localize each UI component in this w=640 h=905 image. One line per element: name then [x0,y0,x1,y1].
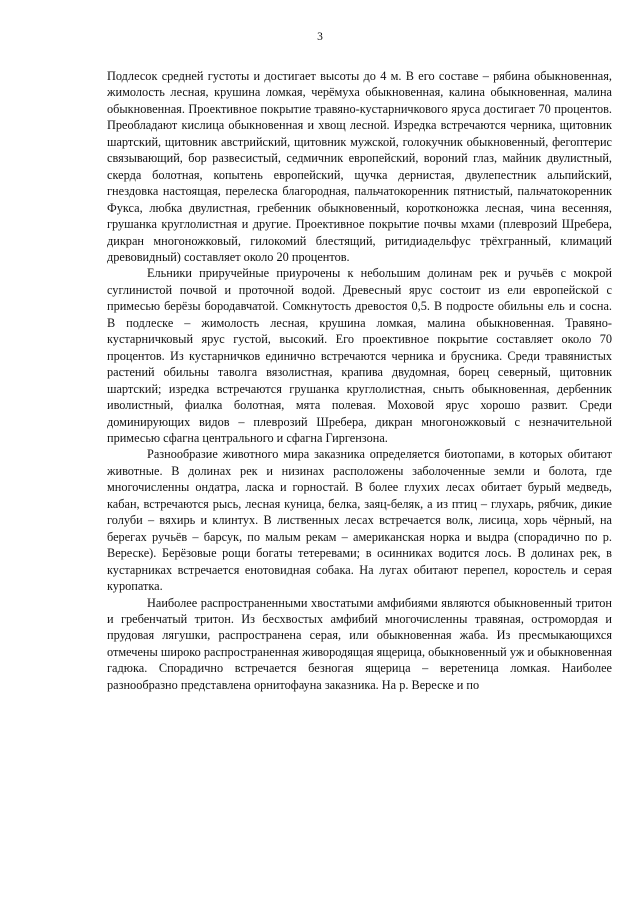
paragraph-undergrowth: Подлесок средней густоты и достигает высоты до 4 м. В его составе – рябина обыкновенная, жимолость лесная, крушина ломкая, черёмуха обыкновенная, калина обыкновенная, малина обыкновенная. Проективное покрытие травяно-кустарничкового яруса достигает 70 процентов. Преобладают кислица обыкновенная и хвощ лесной. Изредка встречаются черника, щитовник шартский, щитовник австрийский, щитовник мужской, голокучник обыкновенный, фегоптерис связывающий, бор развесистый, седмичник европейский, вороний глаз, майник двулистный, скерда болотная, копытень европейский, щучка дернистая, двулепестник альпийский, гнездовка настоящая, перелеска благородная, пальчатокоренник пятнистый, пальчатокоренник Фукса, любка двулистная, гребенник обыкновенный, коротконожка лесная, чина весенняя, грушанка круглолистная и другие. Проективное покрытие почвы мхами (плеврозий Шребера, дикран многоножковый, гилокомий блестящий, ритидиадельфус трёхгранный, климаций древовидный) составляет около 20 процентов. [107,69,612,264]
paragraph-fauna-diversity: Разнообразие животного мира заказника определяется биотопами, в которых обитают животные. В долинах рек и низинах расположены заболоченные земли и болота, где многочисленны ондатра, ласка и горностай. В более глухих лесах обитает бурый медведь, кабан, встречаются рысь, лесная куница, белка, заяц-беляк, а из птиц – глухарь, рябчик, дикие голуби – вяхирь и клинтух. В лиственных лесах встречается волк, лисица, хорь чёрный, на берегах ручьёв – барсук, по малым рекам – американская норка и выдра (спорадично по р. Вереске). Берёзовые рощи богаты тетеревами; в осинниках водится лось. В долинах рек, в кустарниках встречается енотовидная собака. На лугах обитают перепел, коростель и серая куропатка. [107,447,612,594]
page-number: 3 [317,31,323,43]
paragraph-stream-spruce-forests: Ельники приручейные приурочены к небольшим долинам рек и ручьёв с мокрой суглинистой почвой и проточной водой. Древесный ярус состоит из ели европейской с примесью берёзы бородавчатой. Сомкнутость древостоя 0,5. В подросте обильны ель и сосна. В подлеске – жимолость лесная, крушина ломкая, малина обыкновенная. Травяно-кустарничковый ярус густой, высокий. Его проективное покрытие составляет около 70 процентов. Из кустарничков единично встречаются черника и брусника. Среди травянистых растений обильны таволга вязолистная, крапива двудомная, борец северный, щитовник шартский; изредка встречаются грушанка круглолистная, сныть обыкновенная, дербенник иволистный, фиалка болотная, мята полевая. Моховой ярус хорошо развит. Среди доминирующих видов – плеврозий Шребера, дикран многоножковый с незначительной примесью сфагна центрального и сфагна Гиргензона. [107,266,612,445]
document-body [107,68,612,693]
paragraph-amphibians-reptiles: Наиболее распространенными хвостатыми амфибиями являются обыкновенный тритон и гребенчатый тритон. Из бесхвостых амфибий многочисленны травяная, остромордая и прудовая лягушки, распространена серая, или обыкновенная жаба. Из пресмыкающихся отмечены широко распространенная живородящая ящерица, обыкновенный уж и обыкновенная гадюка. Спорадично встречается безногая ящерица – веретеница ломкая. Наиболее разнообразно представлена орнитофауна заказника. На р. Вереске и по [107,595,612,692]
